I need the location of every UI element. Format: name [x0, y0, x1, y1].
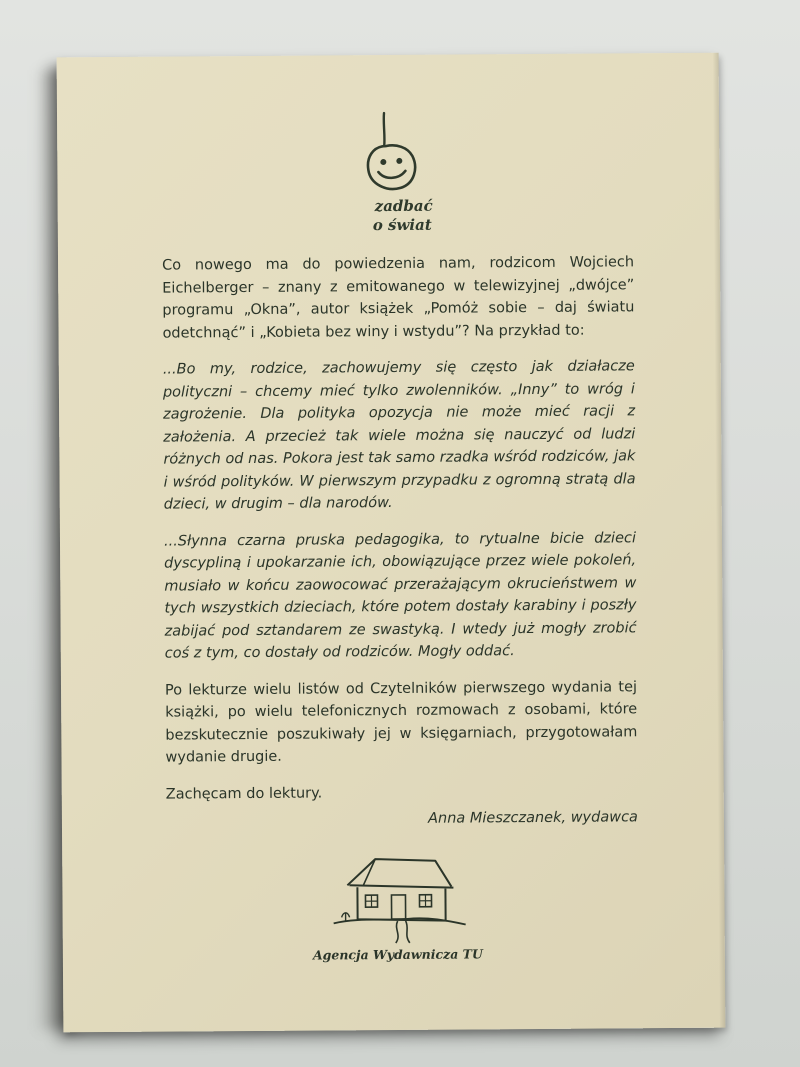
blurb-text	[162, 251, 638, 832]
editor-note-paragraph: Po lekturze wielu listów od Czytelników pierwszego wydania tej książki, po wielu telefonicznych rozmowach z osobami, które bezskutecznie poszukiwały jej w księgarniach, przygotowałam wydanie drugie.	[164, 678, 638, 766]
quote-paragraph-1: ...Bo my, rodzice, zachowujemy się często jak działacze polityczni – chcemy mieć tylko zwolenników. „Inny” to wróg i zagrożenie. Dla polityka opozycja nie może mieć racji z założenia. A przecież tak wiele można się nauczyć od ludzi różnych od nas. Pokora jest tak samo rzadka wśród rodziców, jak i wśród polityków. W pierwszym przypadku z ogromną stratą dla dzieci, w drugim – dla narodów.	[162, 358, 636, 513]
quote-paragraph-2: ...Słynna czarna pruska pedagogika, to rytualne bicie dzieci dyscypliną i upokarzanie ich, obowiązujące przez wiele pokoleń, musiało w końcu zaowocować przerażającym okrucieństwem w tych wszystkich dzieciach, które potem dostały karabiny i poszły zabijać pod sztandarem ze swastyką. I wtedy już mogły zrobić coś z tym, co dostały od rodziców. Mogły oddać.	[163, 529, 637, 662]
smiley-face-icon	[352, 110, 443, 201]
intro-paragraph: Co nowego ma do powiedzenia nam, rodzicom Wojciech Eichelberger – znany z emitowanego w telewizyjnej „dwójce” programu „Okna”, autor książek „Pomóż sobie – daj światu odetchnąć” i „Kobieta bez winy i wstydu”? Na przykład to:	[162, 254, 635, 342]
publisher-logo	[327, 854, 468, 945]
series-logo	[352, 110, 443, 246]
closing-line: Zachęcam do lektury.	[165, 784, 323, 803]
book-back-cover	[57, 53, 726, 1033]
signature: Anna Mieszczanek, wydawca	[427, 809, 638, 827]
logo-text-line1: zadbać	[374, 196, 433, 216]
house-icon	[327, 854, 468, 945]
logo-text-line2: o świat	[372, 215, 432, 235]
publisher-name: Agencja Wydawnicza TU	[312, 946, 483, 963]
